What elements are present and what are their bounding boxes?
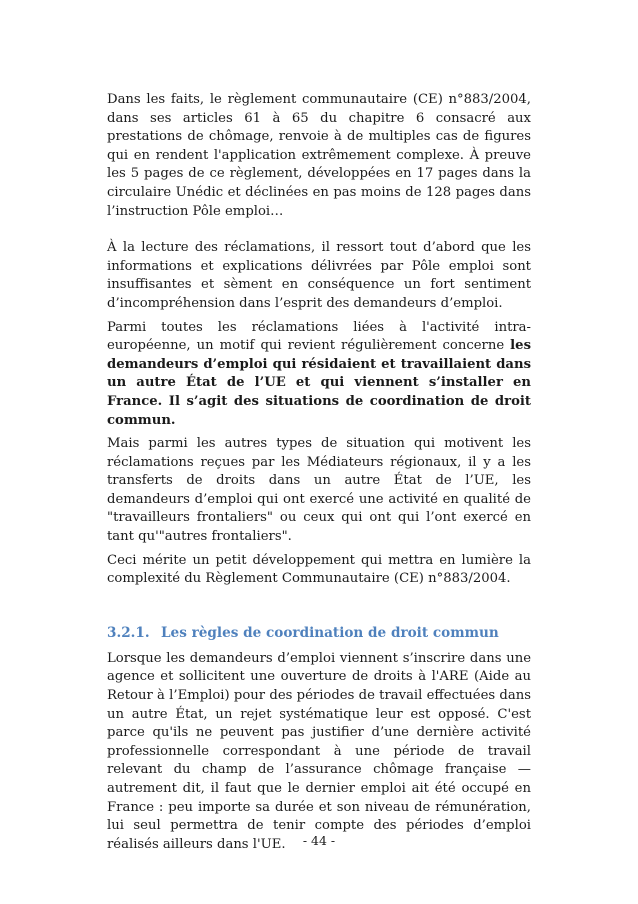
paragraph-regulation-complexity: Dans les faits, le règlement communautaire (CE) n°883/2004, dans ses articles 61 à 65 du chapitre 6 consacré aux prestations de chômage, renvoie à de multiples cas de figures qui en rendent l'application extrêmement complexe. À preuve les 5 pages de ce règlement, développées en 17 pages dans la circulaire Unédic et déclinées en pas moins de 128 pages dans l’instruction Pôle emploi… (107, 92, 531, 219)
section-heading (107, 624, 531, 643)
paragraph-reading-complaints: À la lecture des réclamations, il ressort tout d’abord que les informations et explications délivrées par Pôle emploi sont insuffisantes et sèment en conséquence un fort sentiment d’incompréhension dans l’esprit des demandeurs d’emploi. (107, 240, 531, 311)
paragraph-intra-european-text: Parmi toutes les réclamations liées à l'activité intra-européenne, un motif qui revient régulièrement concerne (107, 319, 531, 354)
paragraph-development-note: Ceci mérite un petit développement qui mettra en lumière la complexité du Règlement Communautaire (CE) n°883/2004. (107, 552, 531, 587)
page-number: - 44 - (302, 833, 336, 848)
document-page (107, 91, 531, 854)
section-number: 3.2.1. (107, 624, 150, 641)
paragraph-intra-european-emphasis: les demandeurs d’emploi qui résidaient et travaillaient dans un autre État de l’UE et qui viennent s’installer en France. Il s’agit des situations de coordination de droit commun. (107, 338, 531, 428)
paragraph-other-situations: Mais parmi les autres types de situation qui motivent les réclamations reçues par les Médiateurs régionaux, il y a les transferts de droits dans un autre État de l’UE, les demandeurs d’emploi qui ont exercé une activité en qualité de "travailleurs frontaliers" ou ceux qui ont qui l’ont exercé en tant qu'"autres frontaliers". (107, 436, 531, 545)
paragraph-intra-european-activity (107, 319, 531, 431)
paragraph-common-law-coordination: Lorsque les demandeurs d’emploi viennent s’inscrire dans une agence et sollicitent une ouverture de droits à l'ARE (Aide au Retour à l’Emploi) pour des périodes de travail effectuées dans un autre État, un rejet systématique leur est opposé. C'est parce qu'ils ne peuvent pas justifier d’une dernière activité professionnelle correspondant à une période de travail relevant du champ de l’assurance chômage française — autrement dit, il faut que le dernier emploi ait été occupé en France : peu importe sa durée et son niveau de rémunération, lui seul permettra de tenir compte des périodes d’emploi réalisés ailleurs dans l'UE. (107, 650, 531, 852)
section-title: Les règles de coordination de droit commun (161, 624, 499, 641)
